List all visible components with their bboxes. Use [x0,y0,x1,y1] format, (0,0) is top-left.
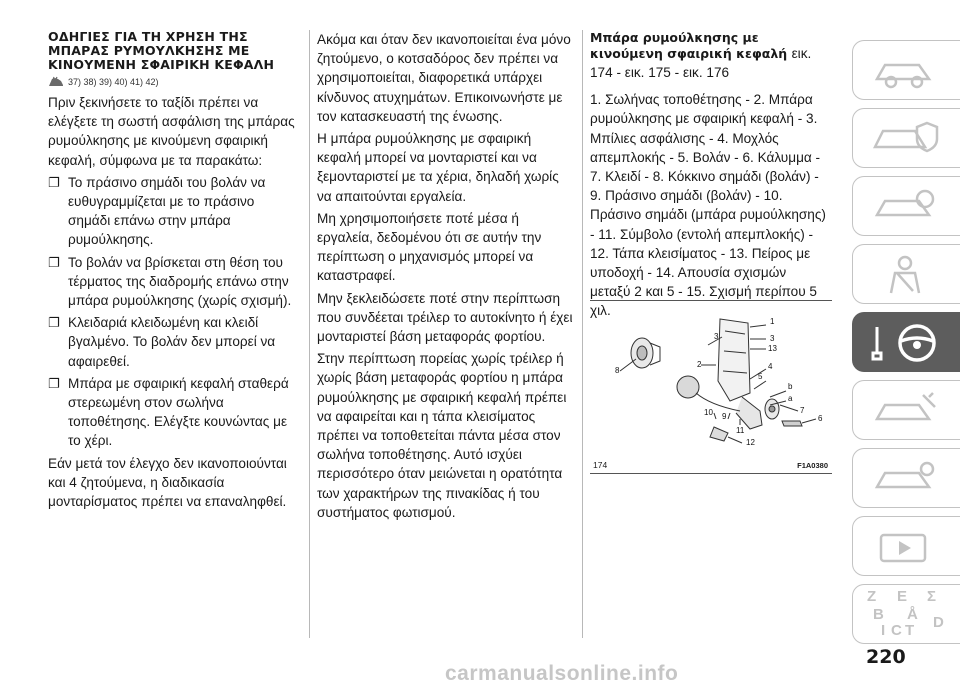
outro-paragraph: Εάν μετά τον έλεγχο δεν ικανοποιούνται και 4 ζητούμενα, η διαδικασία μονταρίσματος πρέπει να επαναληφθεί. [48,455,287,510]
car-gear-icon [871,457,941,501]
tab-maintenance[interactable] [852,380,960,440]
column-divider [309,30,310,638]
checkbox-icon: ❐ [48,315,60,331]
warning-reference [48,76,300,87]
tab-multimedia[interactable] [852,516,960,576]
index-letter: E [897,588,908,605]
tab-starting[interactable] [852,176,960,236]
callout-label: 11 [736,426,745,435]
check-item-text: Μπάρα με σφαιρική κεφαλή σταθερά στερεωμένη στον σωλήνα τοποθέτησης. Ελέγξτε κουνώντας με το χέρι. [68,375,289,449]
car-wrench-icon [871,389,941,433]
column-divider [582,30,583,638]
callout-label: 8 [615,366,620,375]
check-item-text: Το βολάν να βρίσκεται στη θέση του τέρματος της διαδρομής επάνω στην μπάρα ρυμούλκησης (χωρίς σχισμή). [68,254,292,309]
index-letter: C [891,622,902,639]
car-safety-icon [871,117,941,161]
checkbox-icon: ❐ [48,174,60,190]
subsection-title: Μπάρα ρυμούλκησης με [590,30,759,45]
tab-dashboard[interactable] [852,40,960,100]
section-title-line: ΜΠΑΡΑΣ ΡΥΜΟΥΛΚΗΣΗΣ ΜΕ [48,43,250,58]
body-paragraph: Μην ξεκλειδώσετε ποτέ στην περίπτωση που συνδέεται τρέιλερ το αυτοκίνητο ή έχει μονταριστεί βάση μεταφοράς φορτίου. [317,290,573,345]
reference-numbers: 37) 38) 39) 40) 41) 42) [68,77,159,87]
body-paragraph: Μη χρησιμοποιήσετε ποτέ μέσα ή εργαλεία, δεδομένου ότι σε αυτήν την περίπτωση ο μηχανισμός μπορεί να καταστραφεί. [317,210,542,284]
callout-label: 9 [722,412,727,421]
index-letter: D [933,614,944,631]
section-title-line: ΟΔΗΓΙΕΣ ΓΙΑ ΤΗ ΧΡΗΣΗ ΤΗΣ [48,29,248,44]
middle-column [317,30,575,525]
multimedia-icon [871,525,941,569]
callout-label: 4 [768,362,773,371]
section-title-line: ΚΙΝΟΥΜΕΝΗ ΣΦΑΙΡΙΚΗ ΚΕΦΑΛΗ [48,57,275,72]
check-item-text: Κλειδαριά κλειδωμένη και κλειδί βγαλμένο. Το βολάν δεν μπορεί να αφαιρεθεί. [68,315,276,369]
callout-label: 10 [704,408,713,417]
figure-code: F1A0380 [797,461,828,470]
check-item [48,173,300,250]
index-letters [867,588,951,642]
callout-label: 12 [746,438,755,447]
figure-174 [590,300,832,474]
page-number: 220 [866,646,906,668]
checkbox-icon: ❐ [48,375,60,391]
hand-warning-icon [48,76,64,87]
index-letter: T [905,622,915,639]
steering-wheel-key-icon [867,321,947,365]
callout-label: 7 [800,406,805,415]
check-item [48,313,300,371]
tab-index[interactable] [852,584,960,644]
callout-label: 3 [770,334,775,343]
figure-ref-prefix: εικ. [791,46,812,61]
right-column [590,30,828,324]
check-item [48,374,300,451]
index-letter: B [873,606,884,623]
intro-paragraph: Πριν ξεκινήσετε το ταξίδι πρέπει να ελέγξετε τη σωστή ασφάλιση της μπάρας ρυμούλκησης με κινούμενη σφαιρική κεφαλή, σύμφωνα με τα παρακάτω: [48,95,295,168]
tab-safety[interactable] [852,108,960,168]
subsection-title: κινούμενη σφαιρική κεφαλή [590,46,788,61]
figure-number: 174 [593,460,608,470]
tab-seatbelt[interactable] [852,244,960,304]
legend-paragraph: 1. Σωλήνας τοποθέτησης - 2. Μπάρα ρυμούλκησης με σφαιρική κεφαλή - 3. Μπίλιες ασφάλισης - 4. Μοχλός απεμπλοκής - 5. Βολάν - 6. Κάλυμμα - 7. Κλειδί - 8. Κόκκινο σημάδι (βολάν) - 9. Πράσινο σημάδι (βολάν) - 10. Πράσινο σημάδι (μπάρα ρυμούλκησης) - 11. Σύμβολο (εντολή απεμπλοκής) - 12. Τάπα κλεισίματος - 13. Πείρος με υποδοχή - 14. Απουσία σχισμών μεταξύ 2 και 5 - 15. Σχισμή περίπου 5 χιλ. [590,92,826,319]
body-paragraph: Η μπάρα ρυμούλκησης με σφαιρική κεφαλή μπορεί να μονταριστεί και να ξεμονταριστεί με τα χέρια, δηλαδή χωρίς να απαιτούνται εργαλεία. [317,131,559,204]
car-dashboard-icon [871,49,941,93]
callout-label: 2 [697,360,702,369]
section-title [48,30,300,72]
index-letter: Σ [927,588,937,605]
index-letter: Å [907,606,918,623]
figure-refs: 174 - εικ. 175 - εικ. 176 [590,65,730,80]
callout-label: 6 [818,414,823,423]
tab-technical-data[interactable] [852,448,960,508]
index-letter: Z [867,588,877,605]
subsection-title-row [590,45,828,63]
watermark: carmanualsonline.info [445,662,679,685]
check-item [48,253,300,311]
callout-label: 13 [768,344,777,353]
body-paragraph: Στην περίπτωση πορείας χωρίς τρέιλερ ή χωρίς βάση μεταφοράς φορτίου η μπάρα ρυμούλκησης με σφαιρική κεφαλή πρέπει να αφαιρείται και η τάπα κλεισίματος πρέπει να τοποθετείται πάντα μέσα στον σωλήνα τοποθέτησης. Αυτό ισχύει περισσότερο όταν μειώνεται η ορατότητα των χαρακτήρων της πινακίδας ή του συστήματος φωτισμού. [317,351,567,520]
towbar-illustration [590,301,832,473]
left-column [48,30,300,514]
checkbox-icon: ❐ [48,254,60,270]
tab-emergency[interactable] [852,312,960,372]
callout-label: a [788,394,793,403]
index-letter: I [881,622,886,639]
body-paragraph: Ακόμα και όταν δεν ικανοποιείται ένα μόνο ζητούμενο, ο κοτσαδόρος δεν πρέπει να χρησιμοποιείται, διαφορετικά υπάρχει κίνδυνος ατυχημάτων. Επικοινωνήστε με τον κατασκευαστή της ένωσης. [317,32,571,124]
seatbelt-icon [871,253,941,297]
check-item-text: Το πράσινο σημάδι του βολάν να ευθυγραμμίζεται με το πράσινο σημάδι επάνω στην μπάρα ρυμούλκησης. [68,174,266,248]
callout-label: 5 [758,372,763,381]
car-key-icon [871,185,941,229]
callout-label: b [788,382,793,391]
callout-label: 3 [714,332,719,341]
callout-label: 1 [770,317,775,326]
